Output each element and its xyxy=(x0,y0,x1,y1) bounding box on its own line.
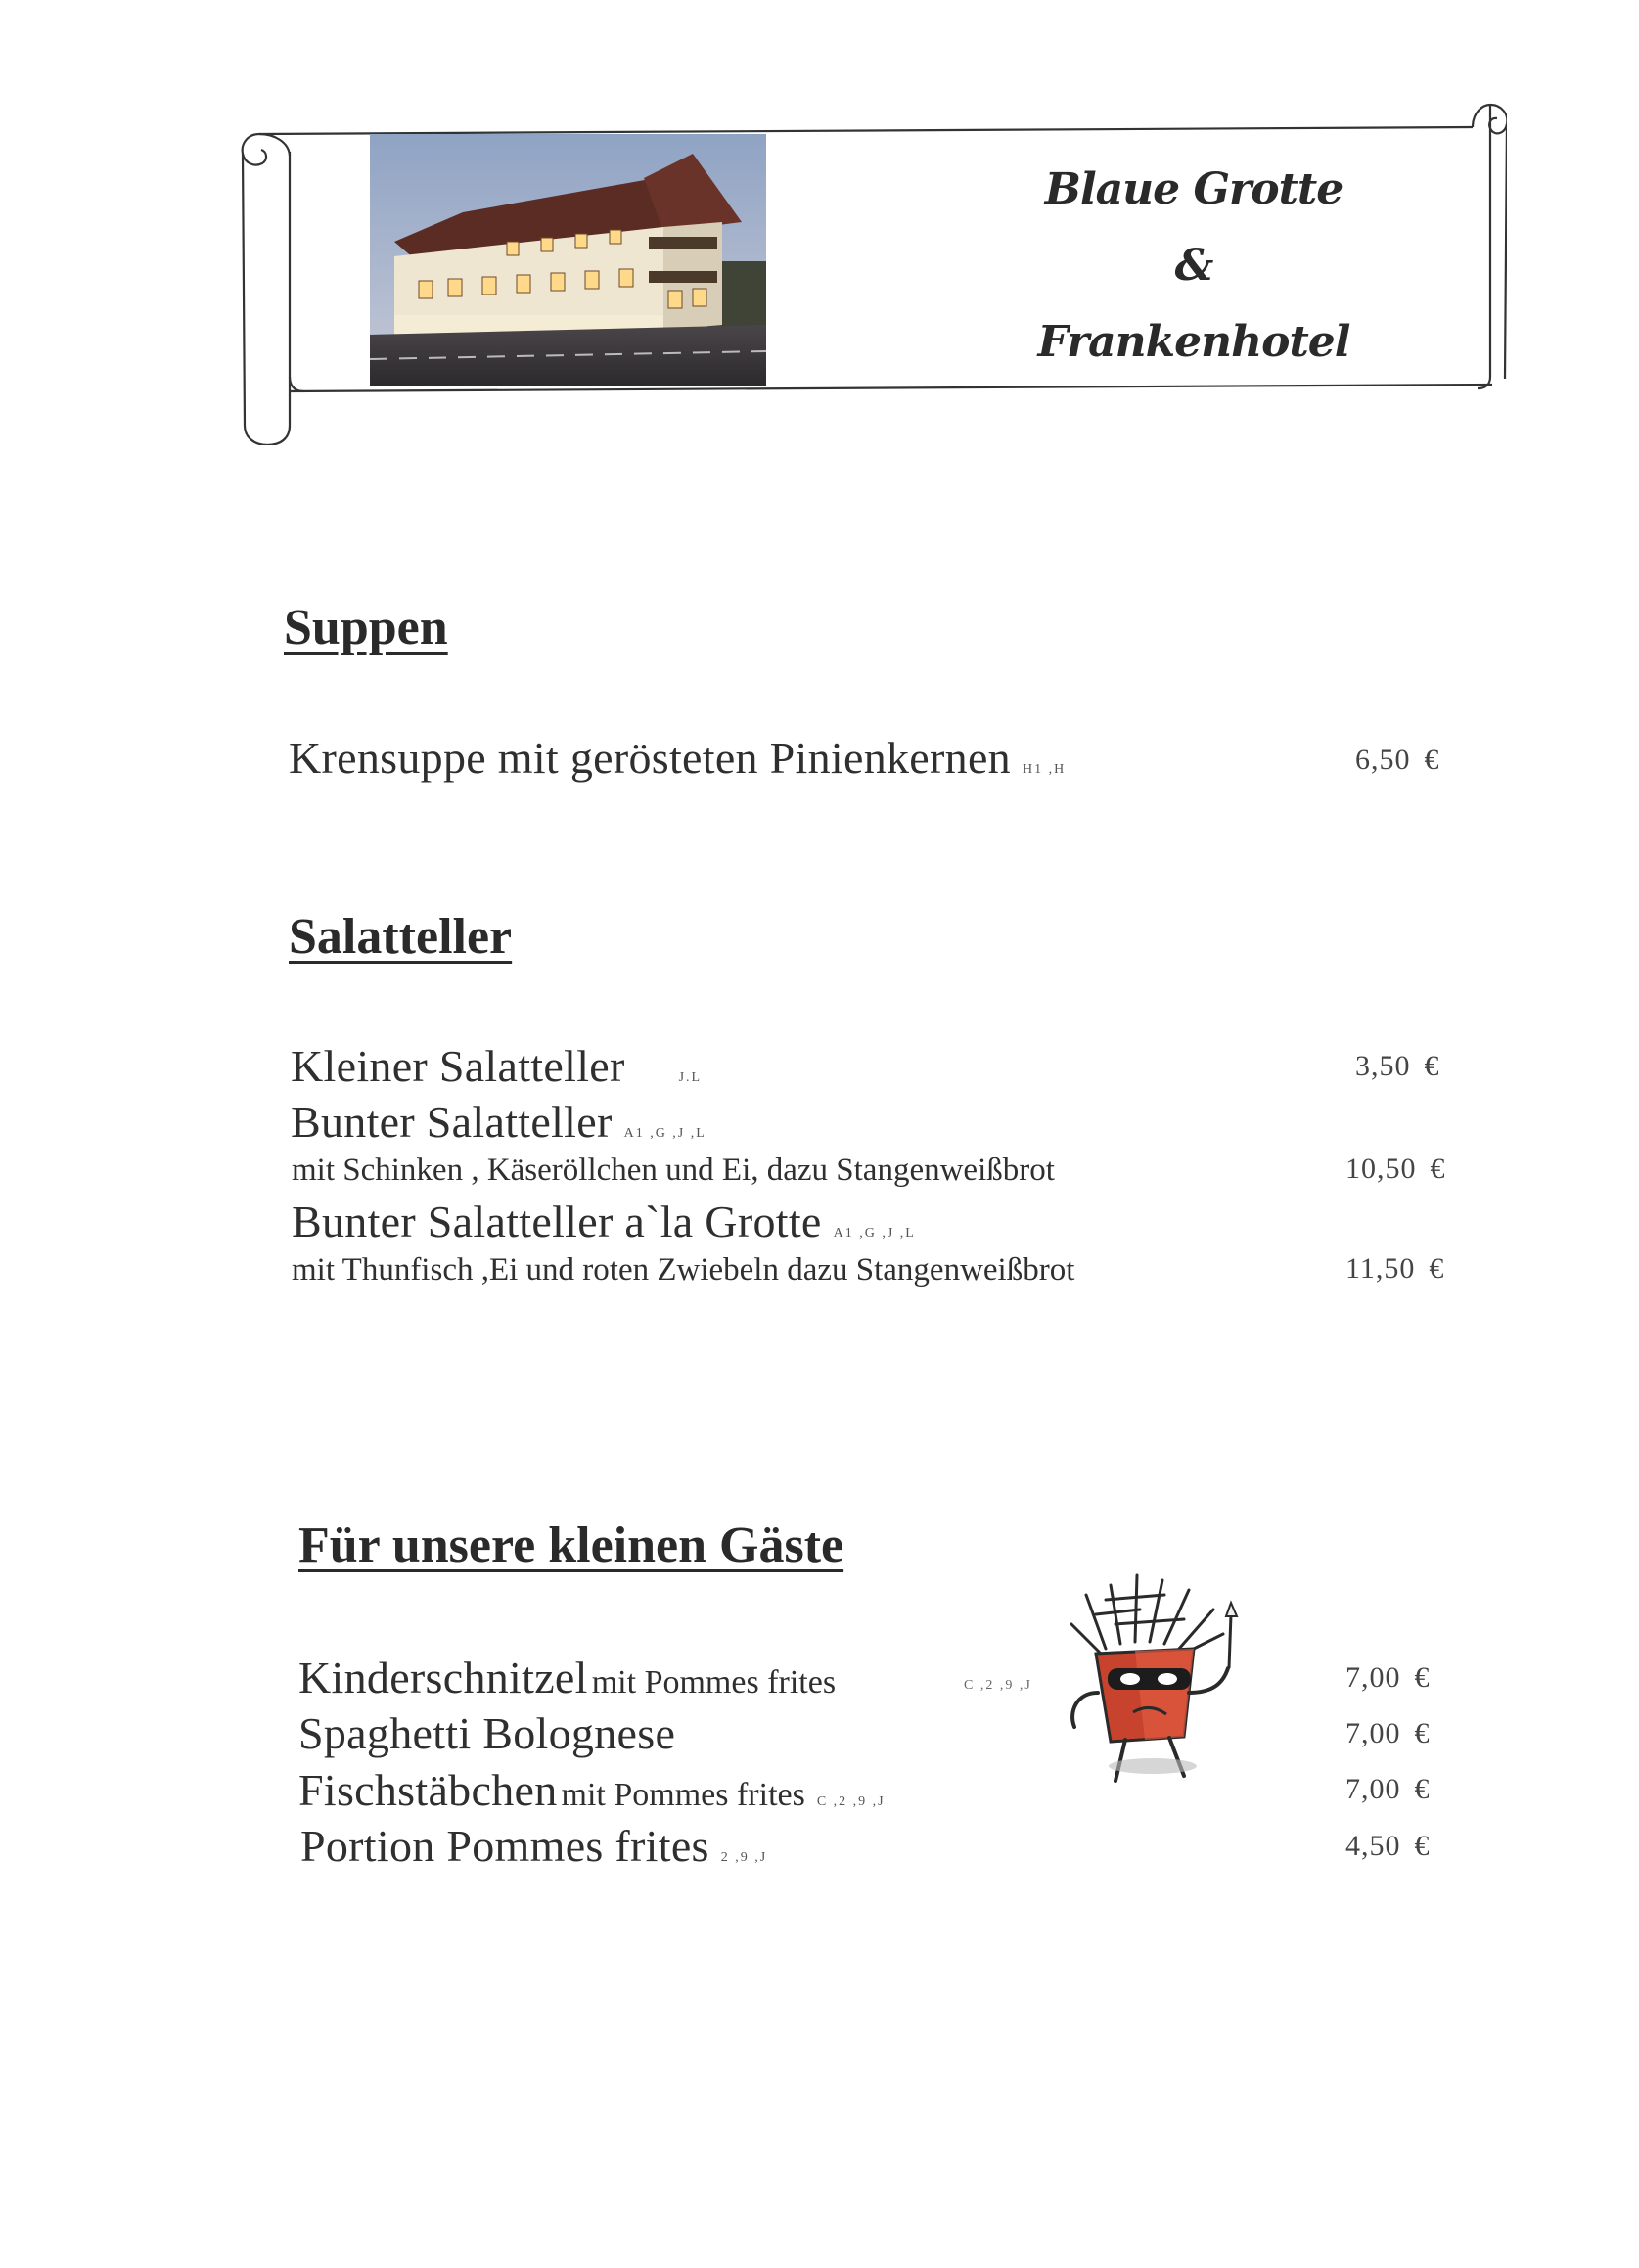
item-price: 3,50 € xyxy=(1355,1050,1440,1082)
menu-item xyxy=(300,1820,767,1872)
menu-item xyxy=(291,1040,702,1092)
item-description: mit Schinken , Käseröllchen und Ei, dazu Stangenweißbrot xyxy=(292,1153,1055,1188)
item-name: Bunter Salatteller xyxy=(291,1097,613,1147)
hotel-photo xyxy=(370,134,766,386)
item-allergens: A1 ,G ,J ,L xyxy=(623,1126,706,1141)
item-allergens: H1 ,H xyxy=(1022,762,1067,777)
currency-symbol: € xyxy=(1414,1830,1431,1862)
section-title-salatteller: Salatteller xyxy=(289,909,513,965)
currency-symbol: € xyxy=(1414,1773,1431,1805)
menu-item xyxy=(292,1196,916,1247)
currency-symbol: € xyxy=(1414,1717,1431,1749)
currency-symbol: € xyxy=(1429,1252,1445,1285)
section-title-kinder: Für unsere kleinen Gäste xyxy=(298,1518,844,1573)
currency-symbol: € xyxy=(1414,1661,1431,1694)
menu-item xyxy=(291,1096,706,1148)
item-addon: mit Pommes frites xyxy=(561,1777,805,1813)
item-price: 6,50 € xyxy=(1355,744,1440,776)
item-allergens: C ,2 ,9 ,J xyxy=(964,1678,1032,1693)
menu-item xyxy=(298,1707,675,1759)
currency-symbol: € xyxy=(1424,1050,1440,1082)
item-name: Krensuppe mit gerösteten Pinienkernen xyxy=(289,733,1011,783)
item-allergens: C ,2 ,9 ,J xyxy=(816,1794,886,1809)
item-addon: mit Pommes frites xyxy=(591,1664,837,1701)
currency-symbol: € xyxy=(1430,1153,1446,1185)
item-allergens: A1 ,G ,J ,L xyxy=(833,1226,916,1241)
french-fries-mascot-image xyxy=(1047,1556,1292,1800)
brand-name-line2: Frankenhotel xyxy=(1037,317,1350,367)
restaurant-brand xyxy=(988,152,1399,381)
header-banner xyxy=(235,73,1507,445)
item-name: Fischstäbchen xyxy=(298,1765,558,1815)
currency-symbol: € xyxy=(1424,744,1440,776)
brand-ampersand: & xyxy=(1174,241,1213,291)
item-name: Kinderschnitzel xyxy=(298,1653,588,1702)
item-name: Kleiner Salatteller xyxy=(291,1041,625,1091)
item-price: 10,50 € xyxy=(1345,1153,1446,1185)
section-title-suppen: Suppen xyxy=(284,600,448,656)
item-price: 11,50 € xyxy=(1345,1252,1445,1285)
menu-item xyxy=(298,1652,836,1703)
item-name: Bunter Salatteller a`la Grotte xyxy=(292,1197,822,1247)
item-allergens: 2 ,9 ,J xyxy=(720,1850,768,1865)
item-name: Portion Pommes frites xyxy=(300,1821,709,1871)
menu-item xyxy=(298,1764,886,1816)
brand-name-line1: Blaue Grotte xyxy=(1044,164,1343,214)
item-allergens: J.L xyxy=(678,1070,703,1085)
item-price: 4,50 € xyxy=(1345,1830,1431,1862)
item-price: 7,00 € xyxy=(1345,1717,1431,1749)
item-name: Spaghetti Bolognese xyxy=(298,1708,676,1758)
item-price: 7,00 € xyxy=(1345,1773,1431,1805)
item-description: mit Thunfisch ,Ei und roten Zwiebeln dazu Stangenweißbrot xyxy=(292,1252,1075,1288)
menu-item xyxy=(289,732,1066,784)
item-price: 7,00 € xyxy=(1345,1661,1431,1694)
